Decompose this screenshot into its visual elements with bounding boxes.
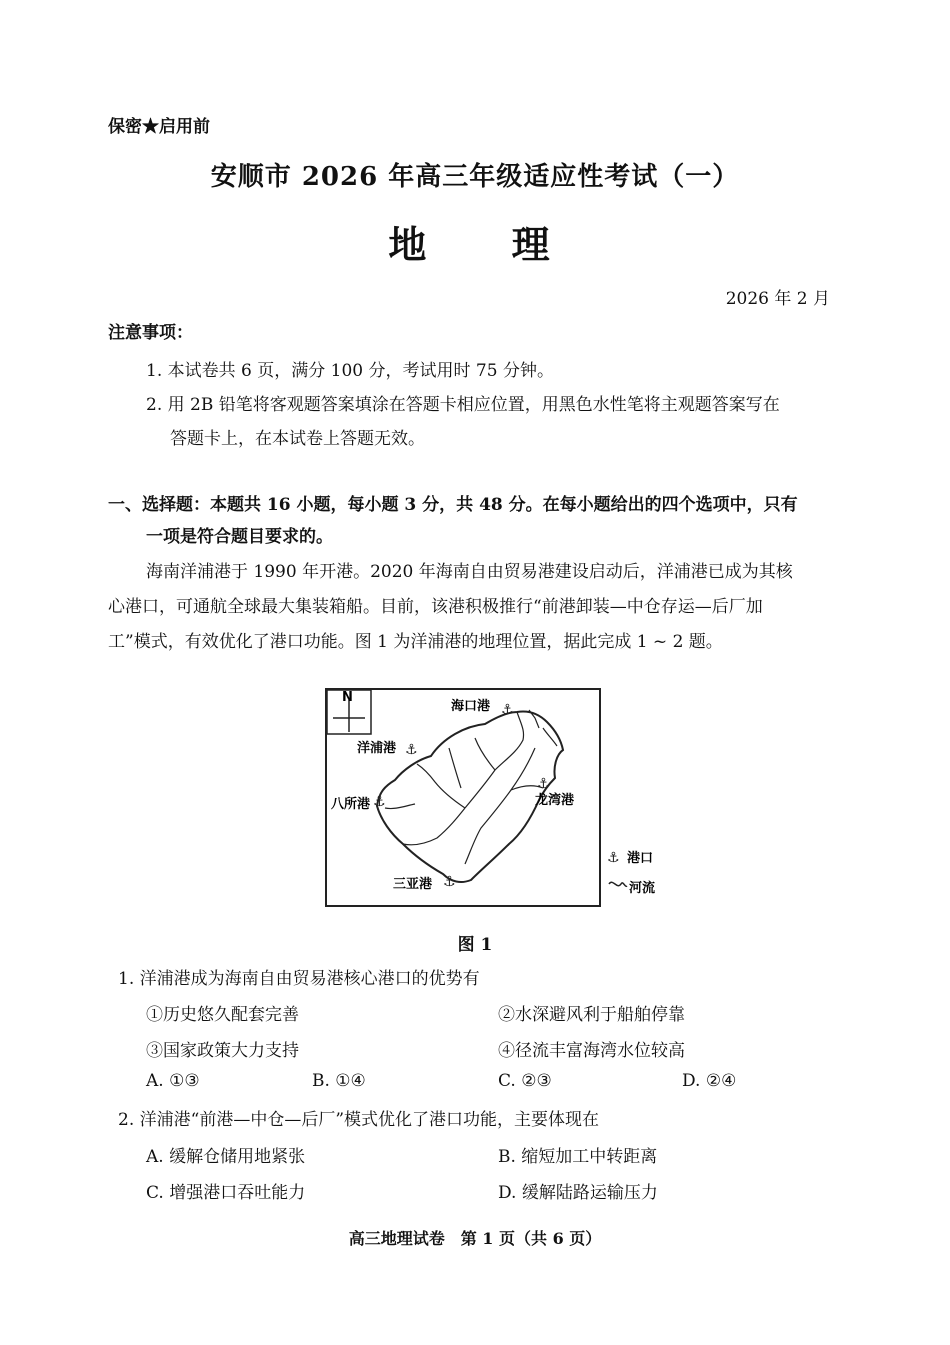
exam-title: 安顺市 2026 年高三年级适应性考试（一）	[210, 162, 740, 192]
hainan-map	[325, 688, 685, 910]
anchor-icon: ⚓	[443, 874, 456, 890]
confidential-label: 保密★启用前	[108, 117, 210, 137]
figure-caption: 图 1	[457, 935, 493, 955]
notice-item-2-cont: 答题卡上，在本试卷上答题无效。	[170, 429, 425, 449]
q2-option-b: B. 缩短加工中转距离	[498, 1147, 658, 1167]
q1-option-b: B. ①④	[312, 1071, 366, 1091]
legend-port-label: 港口	[627, 851, 654, 866]
passage-line-3: 工”模式，有效优化了港口功能。图 1 为洋浦港的地理位置，据此完成 1 ~ 2 题。	[108, 632, 723, 652]
anchor-icon: ⚓	[405, 742, 418, 758]
notice-item-1: 1. 本试卷共 6 页，满分 100 分，考试用时 75 分钟。	[146, 361, 554, 381]
q1-statement-2: ②水深避风利于船舶停靠	[498, 1005, 685, 1025]
question-1-stem: 1. 洋浦港成为海南自由贸易港核心港口的优势有	[118, 969, 480, 989]
north-label: N	[342, 690, 353, 705]
q2-option-d: D. 缓解陆路运输压力	[498, 1183, 658, 1203]
anchor-icon: ⚓	[373, 794, 386, 810]
legend-river-icon	[609, 882, 627, 886]
notice-item-2: 2. 用 2B 铅笔将客观题答案填涂在答题卡相应位置，用黑色水性笔将主观题答案写在	[146, 395, 780, 415]
anchor-icon: ⚓	[537, 776, 550, 792]
q1-statement-1: ①历史悠久配套完善	[146, 1005, 299, 1025]
anchor-icon: ⚓	[501, 702, 514, 718]
notice-heading: 注意事项：	[108, 323, 193, 343]
label-sanya-port: 三亚港	[393, 877, 433, 892]
rivers	[385, 710, 557, 864]
label-yangpu-port: 洋浦港	[357, 741, 397, 756]
passage-line-2: 心港口，可通航全球最大集装箱船。目前，该港积极推行“前港卸装—中仓存运—后厂加	[108, 597, 763, 617]
exam-date: 2026 年 2 月	[725, 289, 830, 309]
q2-option-c: C. 增强港口吞吐能力	[146, 1183, 306, 1203]
section-heading-line1: 一、选择题：本题共 16 小题，每小题 3 分，共 48 分。在每小题给出的四个选项中，只有	[108, 495, 798, 515]
q1-option-a: A. ①③	[146, 1071, 200, 1091]
legend-anchor-icon: ⚓	[607, 850, 620, 866]
map-legend	[607, 850, 655, 896]
page-footer: 高三地理试卷 第 1 页（共 6 页）	[348, 1229, 602, 1248]
q1-option-c: C. ②③	[498, 1071, 552, 1091]
q1-statement-4: ④径流丰富海湾水位较高	[498, 1041, 685, 1061]
section-heading-line2: 一项是符合题目要求的。	[146, 527, 333, 547]
label-haikou-port: 海口港	[451, 699, 491, 714]
legend-river-label: 河流	[629, 881, 656, 896]
q1-statement-3: ③国家政策大力支持	[146, 1041, 299, 1061]
q2-option-a: A. 缓解仓储用地紧张	[146, 1147, 306, 1167]
label-basuo-port: 八所港	[331, 797, 371, 812]
q1-option-d: D. ②④	[682, 1071, 737, 1091]
subject-title: 地 理	[388, 222, 586, 267]
north-arrow-icon	[327, 690, 371, 734]
label-longwan-port: 龙湾港	[535, 793, 575, 808]
passage-line-1: 海南洋浦港于 1990 年开港。2020 年海南自由贸易港建设启动后，洋浦港已成为其核	[146, 562, 793, 582]
question-2-stem: 2. 洋浦港“前港—中仓—后厂”模式优化了港口功能，主要体现在	[118, 1110, 600, 1130]
